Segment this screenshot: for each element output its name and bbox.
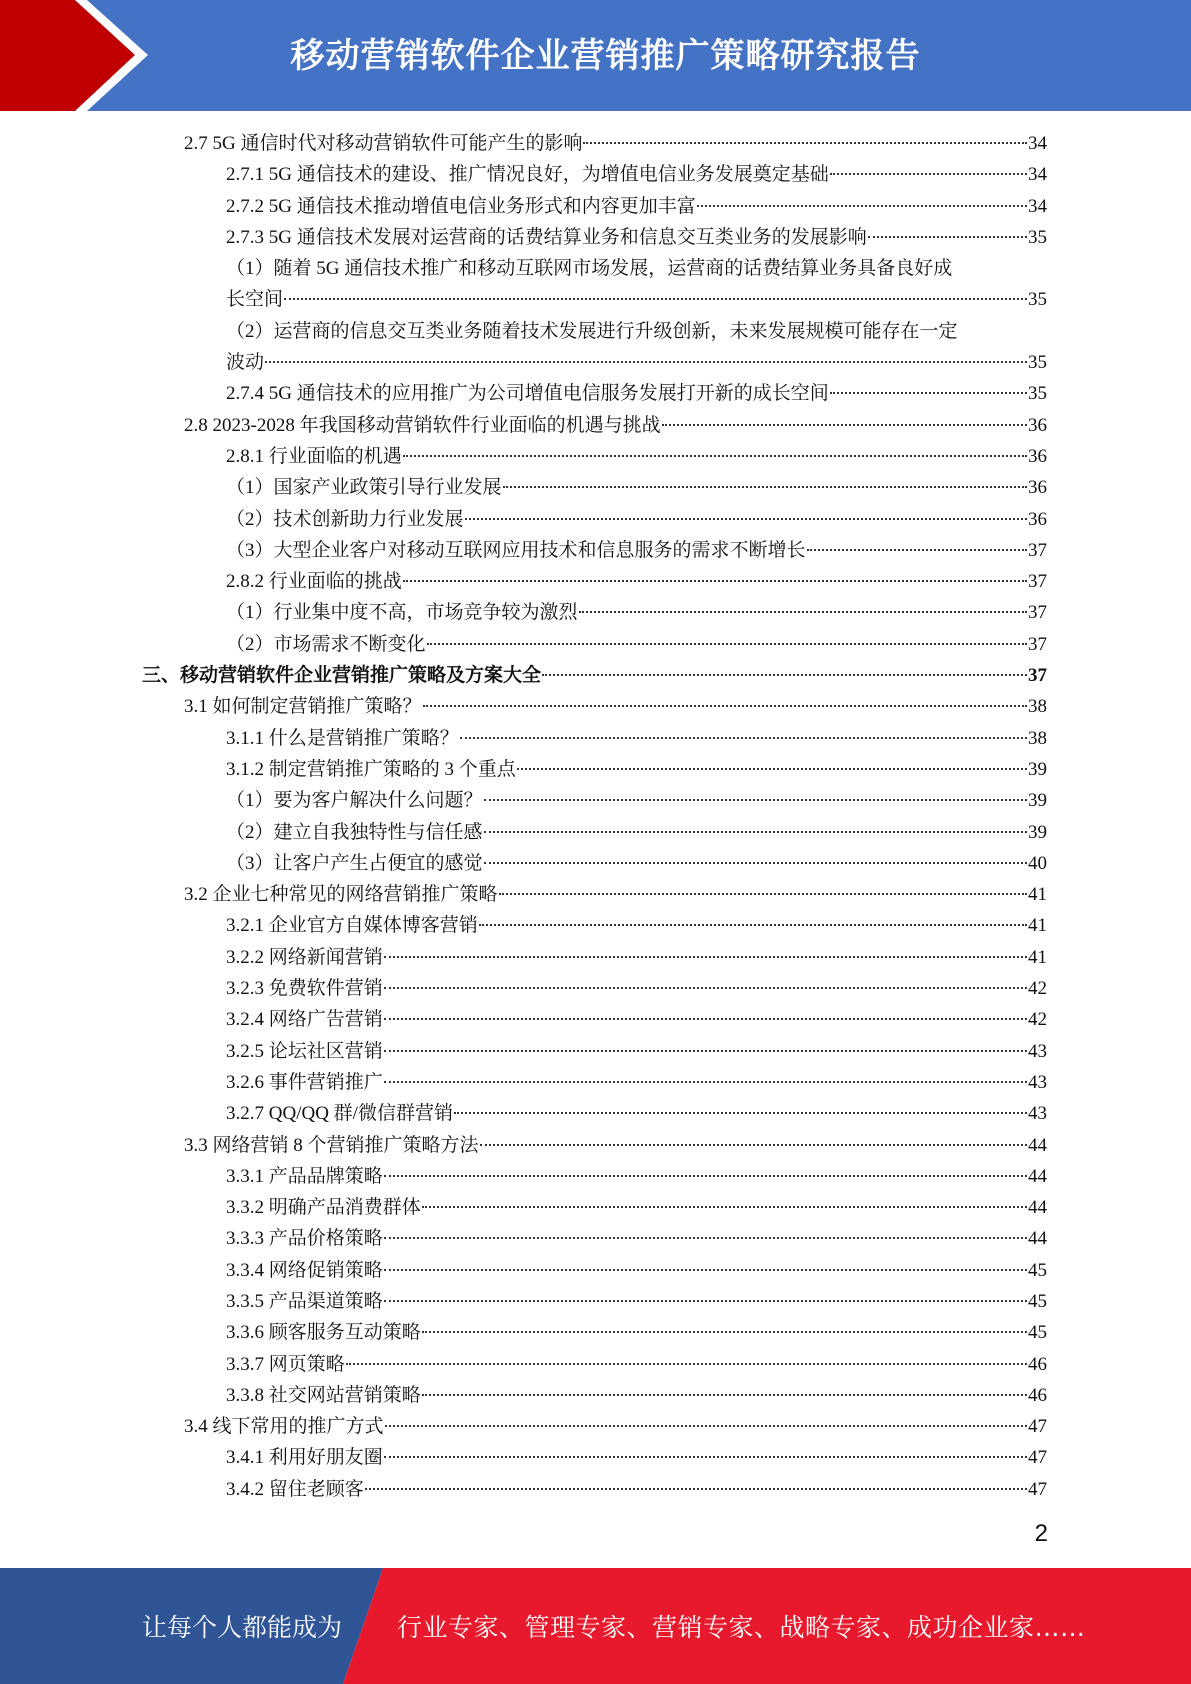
toc-entry-text: 3.2.6 事件营销推广 — [226, 1071, 383, 1093]
toc-entry[interactable] — [142, 191, 1047, 222]
toc-entry[interactable] — [142, 1004, 1047, 1035]
toc-entry-text: 三、移动营销软件企业营销推广策略及方案大全 — [142, 665, 542, 687]
toc-entry[interactable] — [142, 1161, 1047, 1192]
toc-entry-text: 3.3.5 产品渠道策略 — [226, 1290, 383, 1312]
toc-entry[interactable] — [142, 817, 1047, 848]
dot-leader — [579, 611, 1027, 613]
page-number: 2 — [1034, 1520, 1048, 1547]
toc-entry-text: （2）建立自我独特性与信任感 — [226, 821, 483, 843]
dot-leader — [346, 1363, 1027, 1365]
dot-leader — [284, 298, 1027, 300]
dot-leader — [384, 1237, 1027, 1239]
toc-entry-text: 3.3.6 顾客服务互动策略 — [226, 1322, 421, 1344]
toc-entry-text-continued: 波动 — [226, 352, 265, 374]
toc-entry[interactable] — [142, 1380, 1047, 1411]
dot-leader — [423, 705, 1027, 707]
toc-entry[interactable] — [142, 629, 1047, 660]
toc-entry[interactable] — [142, 128, 1047, 159]
toc-page-number: 41 — [1028, 884, 1047, 906]
toc-entry-text: 3.3.7 网页策略 — [226, 1353, 345, 1375]
toc-page-number: 46 — [1028, 1384, 1047, 1406]
toc-entry[interactable] — [142, 848, 1047, 879]
dot-leader — [484, 862, 1027, 864]
toc-entry-text: 2.7.4 5G 通信技术的应用推广为公司增值电信服务发展打开新的成长空间 — [226, 383, 829, 405]
toc-entry-text: （1）国家产业政策引导行业发展 — [226, 477, 502, 499]
dot-leader — [422, 1394, 1027, 1396]
toc-entry[interactable] — [142, 691, 1047, 722]
dot-leader — [385, 1425, 1027, 1427]
toc-entry[interactable] — [142, 1223, 1047, 1254]
toc-entry[interactable] — [142, 410, 1047, 441]
toc-page-number: 42 — [1028, 978, 1047, 1000]
toc-entry-text: 2.7.3 5G 通信技术发展对运营商的话费结算业务和信息交互类业务的发展影响 — [226, 226, 867, 248]
dot-leader — [454, 1112, 1027, 1114]
dot-leader — [583, 142, 1027, 144]
dot-leader — [384, 1050, 1027, 1052]
toc-entry[interactable] — [142, 535, 1047, 566]
dot-leader — [807, 549, 1027, 551]
toc-entry-text: 3.3.4 网络促销策略 — [226, 1259, 383, 1281]
toc-page-number: 37 — [1028, 633, 1047, 655]
dot-leader — [503, 486, 1027, 488]
toc-entry-text: 3.2.5 论坛社区营销 — [226, 1040, 383, 1062]
toc-entry[interactable] — [142, 785, 1047, 816]
toc-page-number: 36 — [1028, 508, 1047, 530]
toc-entry-text: （2）技术创新助力行业发展 — [226, 508, 464, 530]
toc-page-number: 37 — [1028, 602, 1047, 624]
dot-leader — [542, 674, 1027, 676]
toc-entry-text: 3.2.4 网络广告营销 — [226, 1009, 383, 1031]
dot-leader — [484, 831, 1027, 833]
dot-leader — [403, 580, 1027, 582]
toc-entry[interactable] — [142, 723, 1047, 754]
toc-page-number: 37 — [1028, 571, 1047, 593]
toc-entry-text: 3.2.3 免费软件营销 — [226, 978, 383, 1000]
toc-page-number: 43 — [1028, 1103, 1047, 1125]
toc-page-number: 34 — [1028, 195, 1047, 217]
toc-entry[interactable] — [142, 942, 1047, 973]
toc-page-number: 41 — [1028, 915, 1047, 937]
toc-entry[interactable] — [142, 1067, 1047, 1098]
toc-entry-text: （3）大型企业客户对移动互联网应用技术和信息服务的需求不断增长 — [226, 539, 806, 561]
toc-entry[interactable] — [142, 316, 1047, 379]
dot-leader — [265, 361, 1027, 363]
toc-entry-text: 3.2.1 企业官方自媒体博客营销 — [226, 915, 478, 937]
table-of-contents — [142, 128, 1047, 1505]
toc-entry[interactable] — [142, 1349, 1047, 1380]
toc-entry-text: 3.3.2 明确产品消费群体 — [226, 1197, 421, 1219]
toc-page-number: 39 — [1028, 790, 1047, 812]
toc-entry-text: 3.1.1 什么是营销推广策略？ — [226, 727, 459, 749]
dot-leader — [384, 1456, 1027, 1458]
toc-entry[interactable] — [142, 472, 1047, 503]
toc-entry-text: 3.4.1 利用好朋友圈 — [226, 1447, 383, 1469]
toc-entry[interactable] — [142, 159, 1047, 190]
toc-entry[interactable] — [142, 660, 1047, 691]
toc-page-number: 43 — [1028, 1071, 1047, 1093]
toc-entry[interactable] — [142, 1442, 1047, 1473]
toc-page-number: 41 — [1028, 946, 1047, 968]
toc-entry[interactable] — [142, 1098, 1047, 1129]
report-title: 移动营销软件企业营销推广策略研究报告 — [290, 36, 921, 76]
toc-entry-text: 3.4.2 留住老顾客 — [226, 1478, 364, 1500]
dot-leader — [384, 1018, 1027, 1020]
toc-entry[interactable] — [142, 1255, 1047, 1286]
toc-entry[interactable] — [142, 222, 1047, 253]
dot-leader — [830, 392, 1027, 394]
toc-page-number: 35 — [1028, 226, 1047, 248]
dot-leader — [662, 424, 1027, 426]
toc-page-number: 36 — [1028, 477, 1047, 499]
dot-leader — [465, 518, 1027, 520]
dot-leader — [403, 455, 1027, 457]
toc-entry-text: （1）行业集中度不高，市场竞争较为激烈 — [226, 602, 578, 624]
toc-page-number: 44 — [1028, 1165, 1047, 1187]
toc-page-number: 46 — [1028, 1353, 1047, 1375]
dot-leader — [830, 173, 1027, 175]
toc-entry[interactable] — [142, 910, 1047, 941]
toc-page-number: 36 — [1028, 445, 1047, 467]
dot-leader — [384, 1300, 1027, 1302]
toc-page-number: 47 — [1028, 1478, 1047, 1500]
toc-page-number: 34 — [1028, 133, 1047, 154]
dot-leader — [365, 1488, 1027, 1490]
toc-page-number: 40 — [1028, 852, 1047, 874]
toc-page-number: 35 — [1028, 352, 1047, 374]
toc-page-number: 37 — [1028, 665, 1047, 687]
dot-leader — [384, 1081, 1027, 1083]
toc-entry-text: （3）让客户产生占便宜的感觉 — [226, 852, 483, 874]
dot-leader — [697, 205, 1027, 207]
toc-entry-text: （1）随着 5G 通信技术推广和移动互联网市场发展，运营商的话费结算业务具备良好成 — [226, 258, 953, 280]
toc-page-number: 47 — [1028, 1447, 1047, 1469]
toc-page-number: 39 — [1028, 821, 1047, 843]
toc-entry[interactable] — [142, 973, 1047, 1004]
toc-page-number: 34 — [1028, 164, 1047, 186]
toc-entry[interactable] — [142, 1474, 1047, 1505]
toc-entry-text: 3.1 如何制定营销推广策略？ — [184, 696, 422, 718]
toc-entry[interactable] — [142, 597, 1047, 628]
toc-entry-text: 3.3.8 社交网站营销策略 — [226, 1384, 421, 1406]
toc-entry-text: 2.7.2 5G 通信技术推动增值电信业务形式和内容更加丰富 — [226, 195, 696, 217]
toc-page-number: 43 — [1028, 1040, 1047, 1062]
toc-entry-text: 3.3.1 产品品牌策略 — [226, 1165, 383, 1187]
toc-entry[interactable] — [142, 1411, 1047, 1442]
footer-slogan-right: 行业专家、管理专家、营销专家、战略专家、成功企业家…… — [397, 1613, 1086, 1642]
toc-entry[interactable] — [142, 378, 1047, 409]
toc-page-number: 47 — [1028, 1416, 1047, 1438]
footer-slogan-left: 让每个人都能成为 — [142, 1613, 343, 1642]
dot-leader — [384, 956, 1027, 958]
dot-leader — [480, 1144, 1027, 1146]
toc-entry[interactable] — [142, 1317, 1047, 1348]
toc-page-number: 45 — [1028, 1290, 1047, 1312]
toc-entry-text-continued: 长空间 — [226, 289, 284, 311]
toc-page-number: 38 — [1028, 696, 1047, 718]
toc-entry-text: 3.2.2 网络新闻营销 — [226, 946, 383, 968]
toc-page-number: 44 — [1028, 1228, 1047, 1250]
toc-page-number: 38 — [1028, 727, 1047, 749]
toc-entry-text: （1）要为客户解决什么问题？ — [226, 790, 483, 812]
toc-entry-text: 2.7 5G 通信时代对移动营销软件可能产生的影响 — [184, 133, 583, 154]
dot-leader — [384, 1175, 1027, 1177]
dot-leader — [479, 924, 1027, 926]
toc-entry-text: （2）运营商的信息交互类业务随着技术发展进行升级创新，未来发展规模可能存在一定 — [226, 320, 958, 342]
dot-leader — [868, 236, 1027, 238]
toc-entry-text: 3.3 网络营销 8 个营销推广策略方法 — [184, 1134, 479, 1156]
toc-page-number: 35 — [1028, 289, 1047, 311]
dot-leader — [384, 1269, 1027, 1271]
dot-leader — [499, 893, 1027, 895]
toc-entry[interactable] — [142, 566, 1047, 597]
toc-entry[interactable] — [142, 504, 1047, 535]
toc-entry-text: 2.7.1 5G 通信技术的建设、推广情况良好，为增值电信业务发展奠定基础 — [226, 164, 829, 186]
toc-page-number: 45 — [1028, 1259, 1047, 1281]
dot-leader — [484, 799, 1027, 801]
dot-leader — [422, 1206, 1027, 1208]
toc-page-number: 44 — [1028, 1134, 1047, 1156]
dot-leader — [427, 643, 1027, 645]
toc-entry[interactable] — [142, 1286, 1047, 1317]
toc-entry[interactable] — [142, 441, 1047, 472]
toc-page-number: 36 — [1028, 414, 1047, 436]
dot-leader — [460, 737, 1027, 739]
toc-entry[interactable] — [142, 253, 1047, 316]
toc-page-number: 39 — [1028, 758, 1047, 780]
toc-entry-text: （2）市场需求不断变化 — [226, 633, 426, 655]
toc-entry-text: 3.1.2 制定营销推广策略的 3 个重点 — [226, 758, 516, 780]
toc-entry[interactable] — [142, 1036, 1047, 1067]
dot-leader — [384, 987, 1027, 989]
toc-entry-text: 3.2 企业七种常见的网络营销推广策略 — [184, 884, 498, 906]
toc-entry-text: 2.8 2023-2028 年我国移动营销软件行业面临的机遇与挑战 — [184, 414, 661, 436]
toc-entry-text: 3.2.7 QQ/QQ 群/微信群营销 — [226, 1103, 453, 1125]
dot-leader — [517, 768, 1027, 770]
toc-entry-text: 3.3.3 产品价格策略 — [226, 1228, 383, 1250]
toc-entry[interactable] — [142, 1130, 1047, 1161]
toc-page-number: 42 — [1028, 1009, 1047, 1031]
header-banner — [0, 0, 1191, 111]
toc-page-number: 44 — [1028, 1197, 1047, 1219]
toc-page-number: 35 — [1028, 383, 1047, 405]
toc-page-number: 37 — [1028, 539, 1047, 561]
footer-banner — [0, 1568, 1191, 1684]
toc-entry-text: 3.4 线下常用的推广方式 — [184, 1416, 384, 1438]
toc-entry[interactable] — [142, 754, 1047, 785]
toc-entry-text: 2.8.2 行业面临的挑战 — [226, 571, 402, 593]
toc-entry[interactable] — [142, 1192, 1047, 1223]
toc-page-number: 45 — [1028, 1322, 1047, 1344]
toc-entry[interactable] — [142, 879, 1047, 910]
toc-entry-text: 2.8.1 行业面临的机遇 — [226, 445, 402, 467]
dot-leader — [422, 1331, 1027, 1333]
